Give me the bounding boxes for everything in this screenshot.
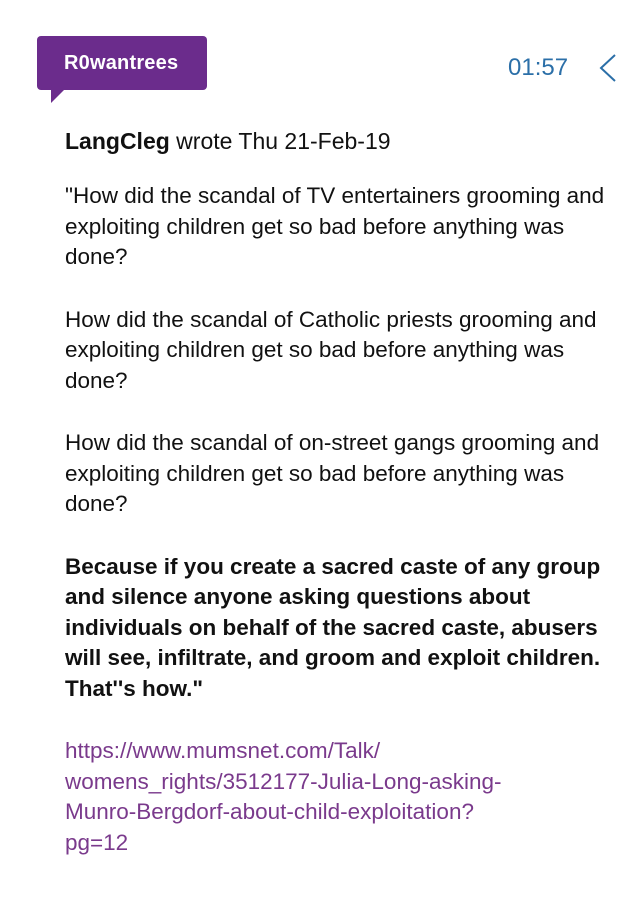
quote-paragraph-bold: Because if you create a sacred caste of any group and silence anyone asking questions about individuals on behalf of the sacred caste, abusers will see, infiltrate, and groom and exploit children. That''s how." [65,553,601,701]
quote-paragraph-2: How did the scandal of Catholic priests grooming and exploiting children get so bad before anything was done? [65,306,597,393]
link-line-4: pg=12 [65,829,129,855]
post-date-text: wrote Thu 21-Feb-19 [169,128,391,154]
message-body [65,126,625,858]
username-label: R0wantrees [64,52,179,74]
post-author: LangCleg [65,128,170,154]
message-timestamp: 01:57 [508,54,569,81]
post-byline [65,126,625,157]
link-line-1: https://www.mumsnet.com/Talk/ [65,738,381,763]
link-line-3: Munro-Bergdorf-about-child-exploitation? [65,799,474,824]
chevron-left-icon[interactable] [596,52,620,84]
quote-paragraph-1: "How did the scandal of TV entertainers grooming and exploiting children get so bad before anything was done? [65,183,605,269]
username-tag[interactable] [37,36,207,90]
link-line-2: womens_rights/3512177-Julia-Long-asking- [65,768,502,794]
speech-tail [51,89,65,103]
thread-link[interactable] [65,736,565,858]
message-header [0,0,640,110]
quote-paragraph-3: How did the scandal of on-street gangs grooming and exploiting children get so bad before anything was done? [65,430,600,516]
